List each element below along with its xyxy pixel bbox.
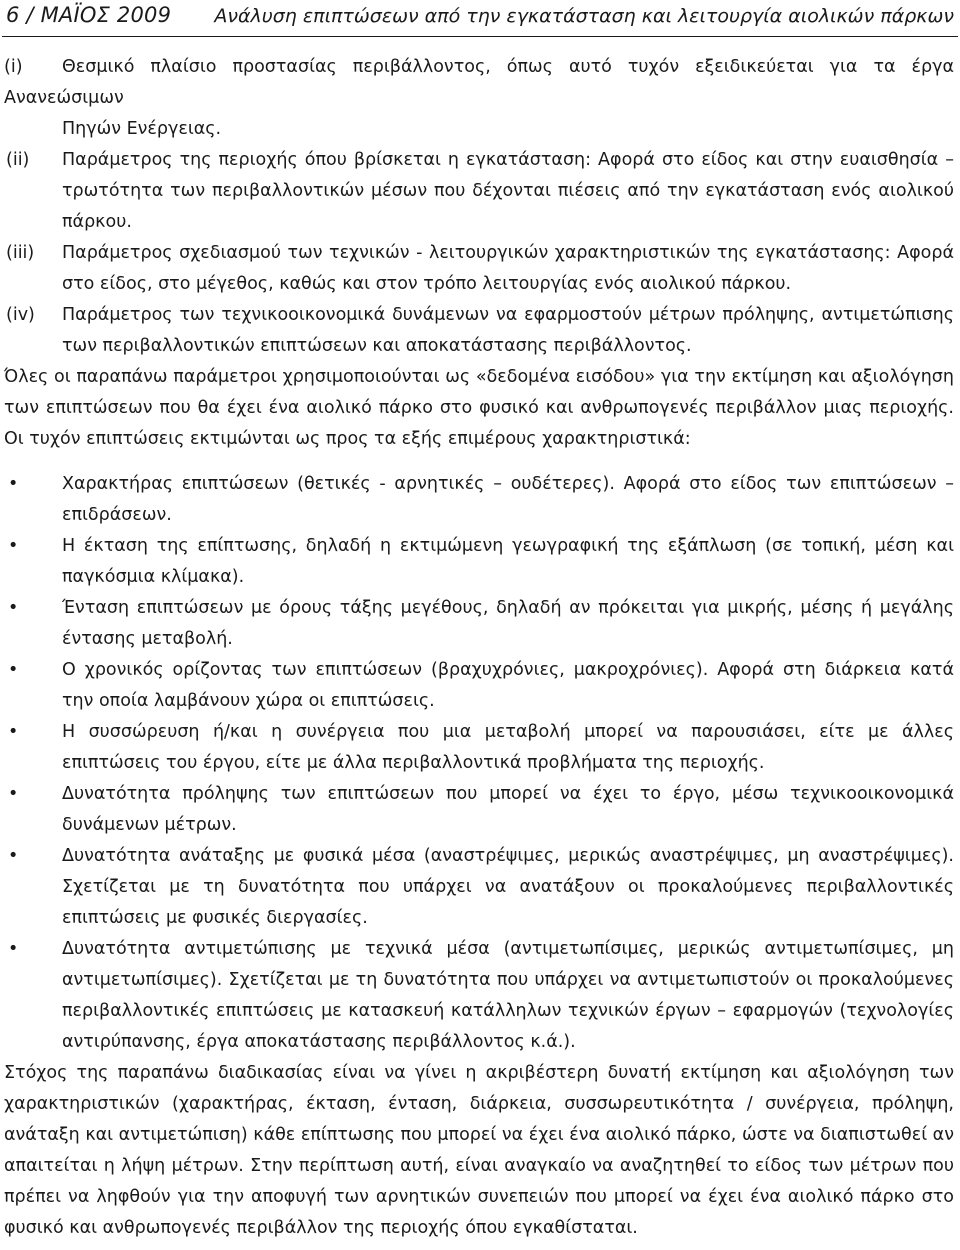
item-number: (iii) xyxy=(6,243,35,263)
bullet-item xyxy=(4,593,954,655)
bullet-item xyxy=(4,934,954,1058)
bullet-icon: • xyxy=(8,784,19,804)
bullet-icon: • xyxy=(8,660,19,680)
item-number: (iv) xyxy=(6,305,35,325)
document-body xyxy=(4,52,954,1244)
bullet-text: Ένταση επιπτώσεων με όρους τάξης μεγέθους, δηλαδή αν πρόκειται για μικρής, μέσης ή μεγάλης έντασης μεταβολή. xyxy=(62,598,954,649)
item-text: Παράμετρος σχεδιασμού των τεχνικών - λειτουργικών χαρακτηριστικών της εγκατάστασης: Αφορά στο είδος, στο μέγεθος, καθώς και στον τρόπο λειτουργίας ενός αιολικού πάρκου. xyxy=(62,243,954,294)
spacer xyxy=(4,455,954,469)
item-number: (ii) xyxy=(6,150,30,170)
bullet-text: Δυνατότητα ανάταξης με φυσικά μέσα (αναστρέψιμες, μερικώς αναστρέψιμες, μη αναστρέψιμες). Σχετίζεται με τη δυνατότητα που υπάρχει να ανατάξουν οι προκαλούμενες περιβαλλοντικές επιπτώσεις με φυσικές διεργασίες. xyxy=(62,846,954,928)
running-title: Ανάλυση επιπτώσεων από την εγκατάσταση και λειτουργία αιολικών πάρκων xyxy=(214,5,954,27)
bullet-item xyxy=(4,531,954,593)
numbered-item xyxy=(4,238,954,300)
bullet-text: Η έκταση της επίπτωσης, δηλαδή η εκτιμώμενη γεωγραφική της εξάπλωση (σε τοπική, μέση και παγκόσμια κλίμακα). xyxy=(62,536,954,587)
bullet-icon: • xyxy=(8,846,19,866)
bullet-text: Δυνατότητα αντιμετώπισης με τεχνικά μέσα (αντιμετωπίσιμες, μερικώς αντιμετωπίσιμες, μη αντιμετωπίσιμες). Σχετίζεται με τη δυνατότητα που υπάρχει να αντιμετωπιστούν οι προκαλούμενες περιβαλλοντικές επιπτώσεις με κατασκευή κατάλληλων τεχνικών έργων – εφαρμογών (τεχνολογίες αντιρύπανσης, έργα αποκατάστασης περιβάλλοντος κ.ά.). xyxy=(62,939,954,1052)
bullet-icon: • xyxy=(8,939,19,959)
item-number: (i) xyxy=(4,57,23,77)
page-number-date: 6 / ΜΑΪΟΣ 2009 xyxy=(6,3,172,27)
item-text-continued: Πηγών Ενέργειας. xyxy=(62,119,222,139)
bullet-text: Δυνατότητα πρόληψης των επιπτώσεων που μπορεί να έχει το έργο, μέσω τεχνικοοικονομικά δυνάμενων μέτρων. xyxy=(62,784,954,835)
bullet-icon: • xyxy=(8,474,19,494)
conclusion-paragraph: Στόχος της παραπάνω διαδικασίας είναι να γίνει η ακριβέστερη δυνατή εκτίμηση και αξιολόγηση των χαρακτηριστικών (χαρακτήρας, έκταση, ένταση, διάρκεια, συσσωρευτικότητα / συνέργεια, πρόληψη, ανάταξη και αντιμετώπιση) κάθε επίπτωσης που μπορεί να έχει ένα αιολικό πάρκο, ώστε να διαπιστωθεί αν απαιτείται η λήψη μέτρων. Στην περίπτωση αυτή, είναι αναγκαίο να αναζητηθεί το είδος των μέτρων που πρέπει να ληφθούν για την αποφυγή των αρνητικών συνεπειών που μπορεί να έχει ένα αιολικό πάρκο στο φυσικό και ανθρωπογενές περιβάλλον της περιοχής όπου εγκαθίσταται. xyxy=(4,1063,954,1238)
bullet-text: Η συσσώρευση ή/και η συνέργεια που μια μεταβολή μπορεί να παρουσιάσει, είτε με άλλες επιπτώσεις του έργου, είτε με άλλα περιβαλλοντικά προβλήματα της περιοχής. xyxy=(62,722,954,773)
bullet-item xyxy=(4,655,954,717)
item-text: Παράμετρος της περιοχής όπου βρίσκεται η εγκατάσταση: Αφορά στο είδος και στην ευαισθησία – τρωτότητα των περιβαλλοντικών μέσων που δέχονται πιέσεις από την εγκατάσταση ενός αιολικού πάρκου. xyxy=(62,150,954,232)
item-text: Παράμετρος των τεχνικοοικονομικά δυνάμενων να εφαρμοστούν μέτρων πρόληψης, αντιμετώπισης των περιβαλλοντικών επιπτώσεων και αποκατάστασης περιβάλλοντος. xyxy=(62,305,954,356)
numbered-item xyxy=(4,300,954,362)
numbered-item xyxy=(4,52,954,145)
bullet-icon: • xyxy=(8,722,19,742)
bullet-item xyxy=(4,779,954,841)
header-rule xyxy=(2,36,958,37)
bullet-icon: • xyxy=(8,536,19,556)
bullet-item xyxy=(4,841,954,934)
intro-paragraph: Όλες οι παραπάνω παράμετροι χρησιμοποιούνται ως «δεδομένα εισόδου» για την εκτίμηση και αξιολόγηση των επιπτώσεων που θα έχει ένα αιολικό πάρκο στο φυσικό και ανθρωπογενές περιβάλλον μιας περιοχής. Οι τυχόν επιπτώσεις εκτιμώνται ως προς τα εξής επιμέρους χαρακτηριστικά: xyxy=(4,367,954,449)
numbered-item xyxy=(4,145,954,238)
page-header xyxy=(6,2,954,32)
bullet-text: Χαρακτήρας επιπτώσεων (θετικές - αρνητικές – ουδέτερες). Αφορά στο είδος των επιπτώσεων – επιδράσεων. xyxy=(62,474,954,525)
bullet-icon: • xyxy=(8,598,19,618)
bullet-item xyxy=(4,469,954,531)
item-text: Θεσμικό πλαίσιο προστασίας περιβάλλοντος, όπως αυτό τυχόν εξειδικεύεται για τα έργα Ανανεώσιμων xyxy=(4,57,954,108)
bullet-item xyxy=(4,717,954,779)
bullet-text: Ο χρονικός ορίζοντας των επιπτώσεων (βραχυχρόνιες, μακροχρόνιες). Αφορά στη διάρκεια κατά την οποία λαμβάνουν χώρα οι επιπτώσεις. xyxy=(62,660,954,711)
